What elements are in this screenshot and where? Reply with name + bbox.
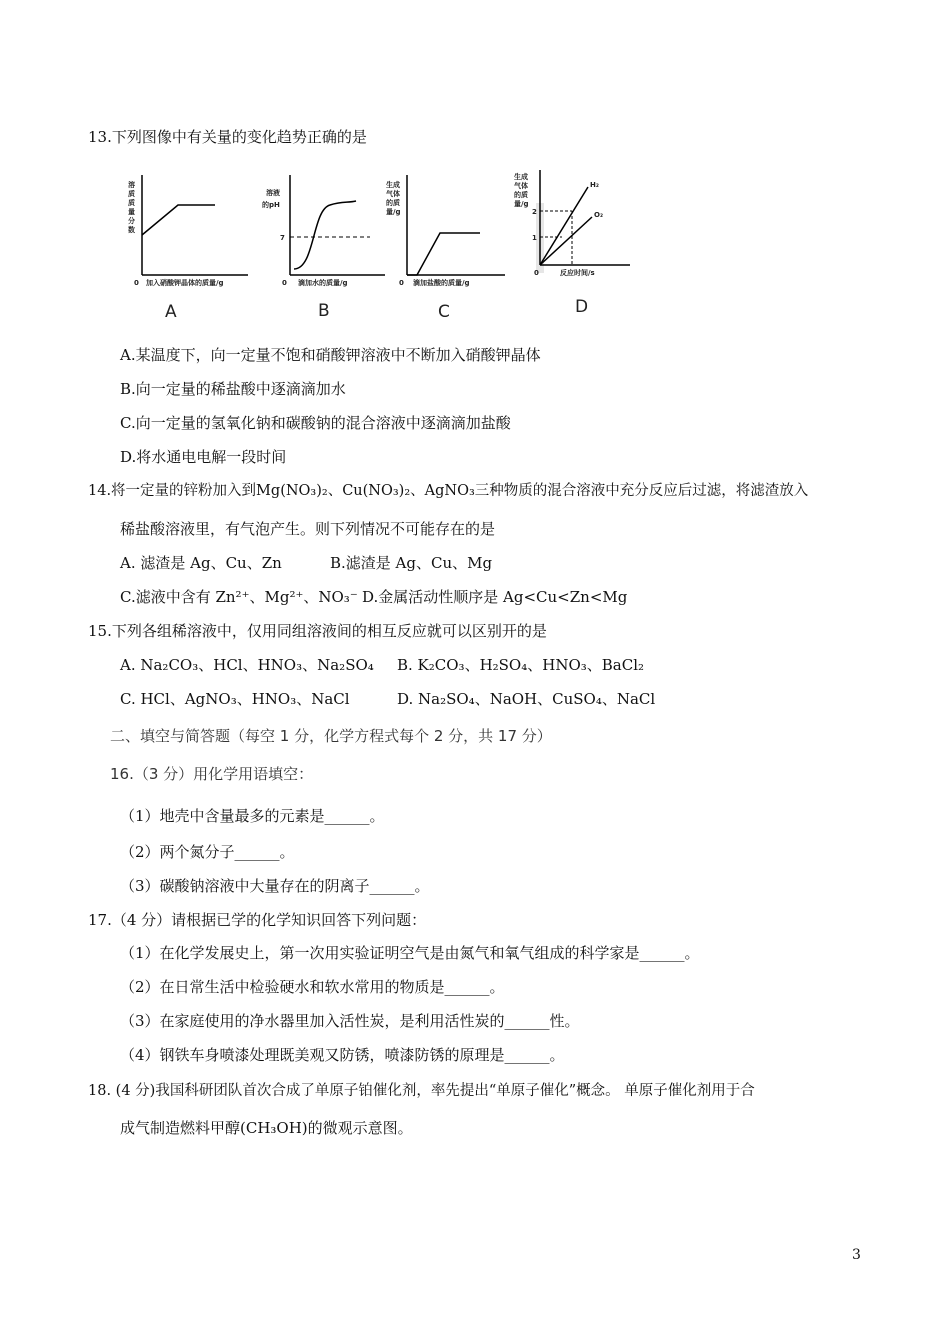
graph-d-series-o2: O₂ bbox=[594, 211, 604, 219]
graph-c-ylabel-1: 生成 bbox=[386, 181, 400, 189]
q16-item-2: （2）两个氮分子______。 bbox=[120, 843, 295, 861]
q17-item-2: （2）在日常生活中检验硬水和软水常用的物质是______。 bbox=[120, 978, 505, 996]
graph-c-ylabel-4: 量/g bbox=[386, 208, 401, 216]
graph-d-ylabel-3: 的质 bbox=[514, 191, 528, 199]
graph-a-ylabel-6: 数 bbox=[128, 226, 135, 234]
page-number: 3 bbox=[852, 1247, 861, 1263]
graph-d-ylabel-2: 气体 bbox=[514, 182, 528, 190]
graph-a-ylabel-3: 质 bbox=[128, 199, 135, 207]
graph-c-letter: C bbox=[438, 302, 450, 322]
q13-option-d: D.将水通电电解一段时间 bbox=[120, 448, 287, 466]
graph-a-ylabel-1: 溶 bbox=[128, 181, 135, 189]
q13-option-b: B.向一定量的稀盐酸中逐滴滴加水 bbox=[120, 380, 346, 398]
q16-item-1: （1）地壳中含量最多的元素是______。 bbox=[120, 807, 385, 825]
graph-b bbox=[260, 165, 390, 290]
q15-option-c: C. HCl、AgNO₃、HNO₃、NaCl bbox=[120, 690, 350, 708]
graph-b-xlabel: 滴加水的质量/g bbox=[298, 279, 348, 287]
graph-b-tick-7: 7 bbox=[280, 234, 285, 242]
q15-stem: 15.下列各组稀溶液中，仅用同组溶液间的相互反应就可以区别开的是 bbox=[88, 622, 547, 640]
q13-stem: 13.下列图像中有关量的变化趋势正确的是 bbox=[88, 128, 367, 146]
graph-d-origin: 0 bbox=[534, 269, 539, 277]
graph-d-tick-2: 2 bbox=[532, 208, 537, 216]
q16-stem: 16.（3 分）用化学用语填空： bbox=[110, 765, 314, 783]
q15-option-b: B. K₂CO₃、H₂SO₄、HNO₃、BaCl₂ bbox=[397, 656, 645, 674]
graph-b-ylabel-2: 的pH bbox=[262, 201, 280, 209]
graph-b-letter: B bbox=[318, 301, 330, 321]
graph-d-ylabel-4: 量/g bbox=[514, 200, 529, 208]
q14-stem-line-2: 稀盐酸溶液里，有气泡产生。则下列情况不可能存在的是 bbox=[120, 520, 496, 538]
q14-option-c: C.滤液中含有 Zn²⁺、Mg²⁺、NO₃⁻ bbox=[120, 588, 358, 606]
q17-item-3: （3）在家庭使用的净水器里加入活性炭，是利用活性炭的______性。 bbox=[120, 1012, 580, 1030]
q14-stem-line-1: 14.将一定量的锌粉加入到Mg(NO₃)₂、Cu(NO₃)₂、AgNO₃三种物质的混合溶液中充分反应后过滤，将滤渣放入 bbox=[88, 483, 809, 499]
q14-option-a: A. 滤渣是 Ag、Cu、Zn bbox=[120, 554, 282, 572]
graph-c-ylabel-3: 的质 bbox=[386, 199, 400, 207]
graph-a-ylabel-4: 量 bbox=[128, 208, 135, 216]
q15-option-d: D. Na₂SO₄、NaOH、CuSO₄、NaCl bbox=[397, 690, 656, 708]
section-2-title: 二、填空与简答题（每空 1 分，化学方程式每个 2 分，共 17 分） bbox=[110, 727, 552, 745]
q13-option-c: C.向一定量的氢氧化钠和碳酸钠的混合溶液中逐滴滴加盐酸 bbox=[120, 414, 511, 432]
q18-stem-line-2: 成气制造燃料甲醇(CH₃OH)的微观示意图。 bbox=[120, 1119, 413, 1137]
graph-d bbox=[510, 165, 640, 290]
graph-d-ylabel-1: 生成 bbox=[514, 173, 528, 181]
q17-stem: 17.（4 分）请根据已学的化学知识回答下列问题： bbox=[88, 911, 427, 929]
q17-item-1: （1）在化学发展史上，第一次用实验证明空气是由氮气和氧气组成的科学家是______。 bbox=[120, 944, 700, 962]
graph-d-series-h2: H₂ bbox=[590, 181, 599, 189]
graph-a-origin: 0 bbox=[134, 279, 139, 287]
q17-item-4: （4）钢铁车身喷漆处理既美观又防锈，喷漆防锈的原理是______。 bbox=[120, 1046, 565, 1064]
q13-figures bbox=[120, 165, 640, 325]
q14-option-b: B.滤渣是 Ag、Cu、Mg bbox=[330, 554, 493, 572]
graph-d-tick-1: 1 bbox=[532, 234, 537, 242]
graph-c bbox=[385, 165, 515, 290]
graph-a-letter: A bbox=[165, 302, 177, 322]
q13-option-a: A.某温度下，向一定量不饱和硝酸钾溶液中不断加入硝酸钾晶体 bbox=[120, 346, 541, 364]
graph-a-ylabel-2: 质 bbox=[128, 190, 135, 198]
graph-d-letter: D bbox=[575, 297, 589, 317]
graph-a-xlabel: 加入硝酸钾晶体的质量/g bbox=[146, 279, 224, 287]
graph-b-ylabel-1: 溶液 bbox=[266, 189, 280, 197]
graph-c-ylabel-2: 气体 bbox=[386, 190, 400, 198]
q18-stem-line-1: 18. (4 分)我国科研团队首次合成了单原子铂催化剂，率先提出“单原子催化”概念。 单原子催化剂用于合 bbox=[88, 1083, 755, 1099]
graph-a-ylabel-5: 分 bbox=[128, 217, 135, 225]
graph-b-origin: 0 bbox=[282, 279, 287, 287]
q16-item-3: （3）碳酸钠溶液中大量存在的阴离子______。 bbox=[120, 877, 430, 895]
graph-a bbox=[120, 165, 250, 290]
graph-d-xlabel: 反应时间/s bbox=[560, 269, 595, 277]
graph-c-xlabel: 滴加盐酸的质量/g bbox=[413, 279, 470, 287]
graph-c-origin: 0 bbox=[399, 279, 404, 287]
q15-option-a: A. Na₂CO₃、HCl、HNO₃、Na₂SO₄ bbox=[120, 656, 374, 674]
q14-option-d: D.金属活动性顺序是 Ag<Cu<Zn<Mg bbox=[362, 588, 628, 606]
